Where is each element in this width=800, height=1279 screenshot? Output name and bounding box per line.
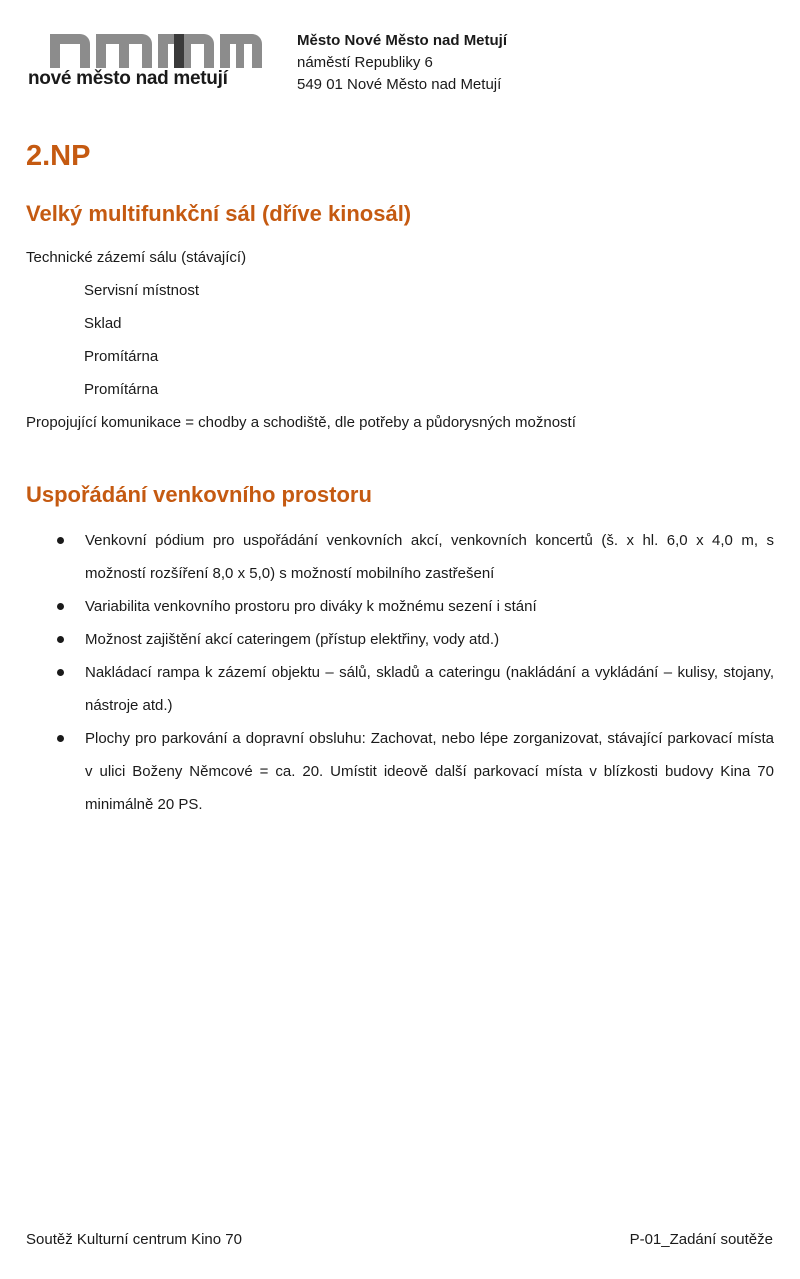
address-street: náměstí Republiky 6 <box>297 54 433 71</box>
list-item-text: Variabilita venkovního prostoru pro diváky k možnému sezení i stání <box>85 598 537 615</box>
logo-wordmark: nové město nad metují <box>28 68 228 89</box>
list-item-text: Plochy pro parkování a dopravní obsluhu: Zachovat, nebo lépe zorganizovat, stávající parkovací místa v ulici Boženy Němcové = ca. 20. Umístit ideově další parkovací místa v blízkosti budovy Kina 70 minimálně 20 PS. <box>85 730 774 813</box>
address-block <box>297 30 507 96</box>
hall-item: Promítárna <box>84 381 159 398</box>
list-item <box>56 623 774 656</box>
page-title: 2.NP <box>26 140 91 172</box>
hall-item: Sklad <box>84 315 122 332</box>
footer-document-code: P-01_Zadání soutěže <box>629 1231 773 1248</box>
hall-intro: Technické zázemí sálu (stávající) <box>26 249 247 266</box>
bullet-icon <box>57 669 64 676</box>
list-item-text: Nakládací rampa k zázemí objektu – sálů, skladů a cateringu (nakládání a vykládání – kulisy, stojany, nástroje atd.) <box>85 664 774 714</box>
bullet-icon <box>57 636 64 643</box>
address-city: 549 01 Nové Město nad Metují <box>297 76 502 93</box>
logo-nmmm-mark <box>50 30 262 68</box>
list-item <box>56 524 774 590</box>
list-item <box>56 722 774 821</box>
hall-item: Promítárna <box>84 348 159 365</box>
hall-outro: Propojující komunikace = chodby a schodiště, dle potřeby a půdorysných možností <box>26 414 576 431</box>
list-item-text: Venkovní pódium pro uspořádání venkovních akcí, venkovních koncertů (š. x hl. 6,0 x 4,0 m, s možností rozšíření 8,0 x 5,0) s možností mobilního zastřešení <box>85 532 774 582</box>
list-item <box>56 656 774 722</box>
list-item <box>56 590 774 623</box>
section-heading-outdoor: Uspořádání venkovního prostoru <box>26 482 372 507</box>
hall-item: Servisní místnost <box>84 282 200 299</box>
bullet-icon <box>57 603 64 610</box>
organization-name: Město Nové Město nad Metují <box>297 32 508 49</box>
list-item-text: Možnost zajištění akcí cateringem (přístup elektřiny, vody atd.) <box>85 631 500 648</box>
footer-competition-name: Soutěž Kulturní centrum Kino 70 <box>26 1231 242 1248</box>
city-logo <box>28 30 260 92</box>
bullet-icon <box>57 537 64 544</box>
section-heading-hall: Velký multifunkční sál (dříve kinosál) <box>26 201 412 226</box>
outdoor-bullet-list <box>56 524 774 821</box>
bullet-icon <box>57 735 64 742</box>
